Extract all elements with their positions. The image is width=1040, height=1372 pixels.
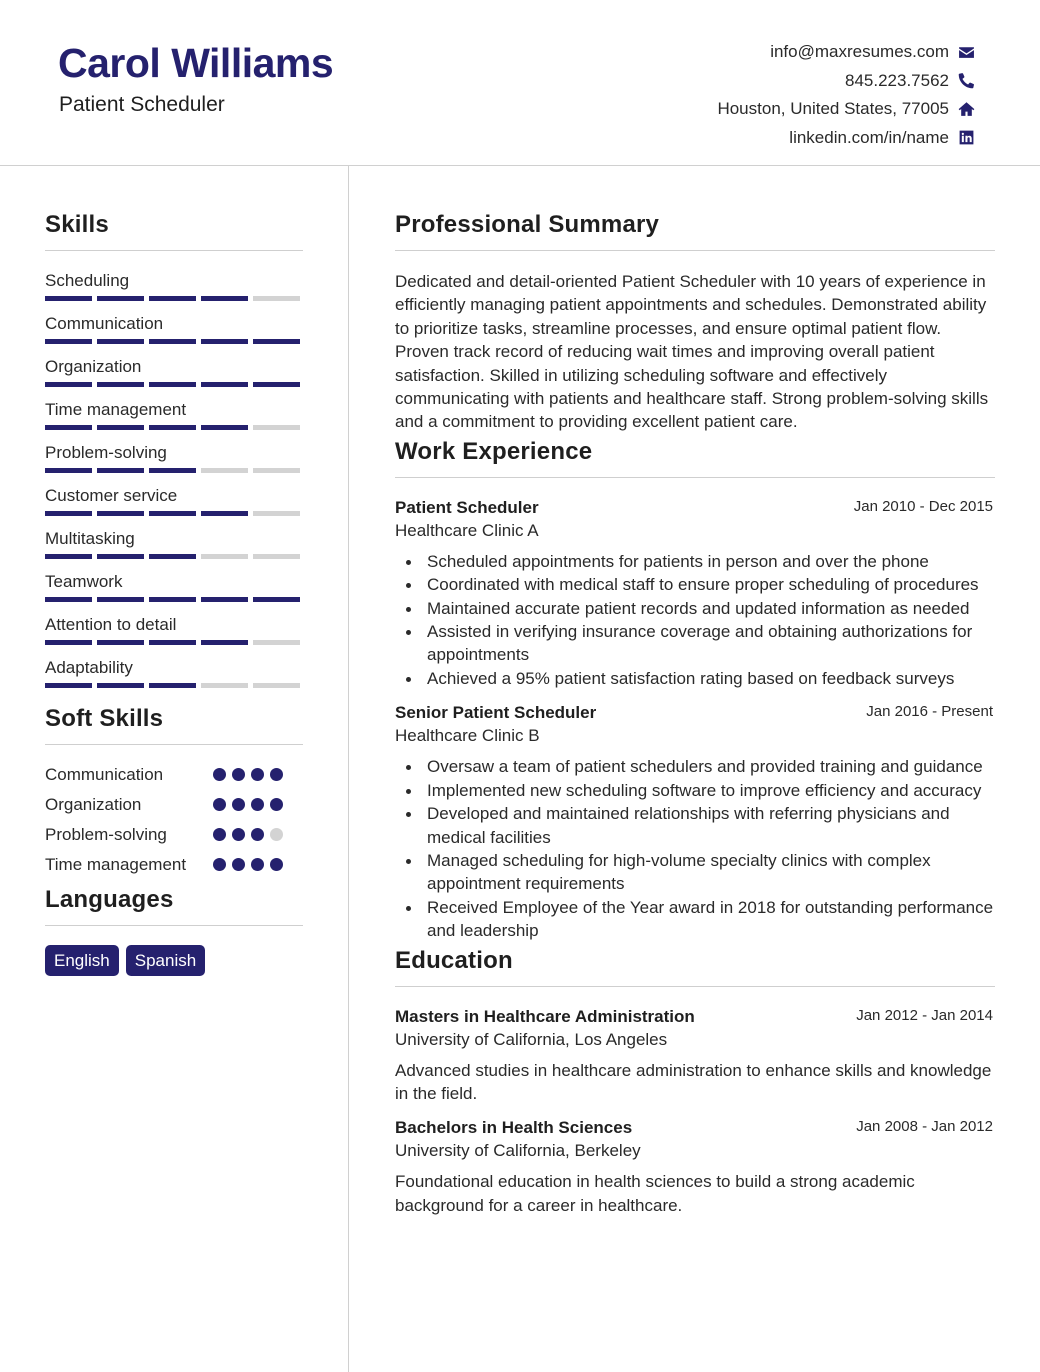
skill-level-segment: [45, 339, 92, 344]
soft-skill-name: Time management: [45, 855, 187, 874]
skill-level-segment: [253, 554, 300, 559]
experience-entry: [395, 702, 995, 942]
skill-level-segment: [253, 640, 300, 645]
education-header: [395, 1006, 995, 1028]
skills-heading: Skills: [45, 210, 303, 251]
skill-name: Customer service: [45, 486, 178, 505]
candidate-name: Carol Williams: [58, 40, 334, 86]
skill-level-segment: [45, 511, 92, 516]
skill-level-bar: [45, 554, 303, 559]
contact-phone[interactable]: [717, 67, 975, 96]
skill-level-segment: [149, 382, 196, 387]
skill-level-segment: [253, 683, 300, 688]
soft-skill-rating: [213, 858, 283, 871]
rating-dot: [251, 768, 264, 781]
skill-item: [45, 614, 303, 657]
job-employer: Healthcare Clinic A: [395, 520, 539, 540]
languages-heading: Languages: [45, 885, 303, 926]
experience-header: [395, 702, 995, 724]
skill-level-segment: [201, 468, 248, 473]
summary-heading: Professional Summary: [395, 210, 995, 251]
contact-location: [717, 95, 975, 124]
job-bullets: [395, 755, 995, 942]
skill-level-segment: [45, 640, 92, 645]
rating-dot: [232, 828, 245, 841]
skill-level-bar: [45, 683, 303, 688]
skill-level-bar: [45, 468, 303, 473]
rating-dot: [213, 828, 226, 841]
education-description: Advanced studies in healthcare administration to enhance skills and knowledge in the field.: [395, 1060, 992, 1103]
contact-location-text: Houston, United States, 77005: [717, 99, 949, 119]
skill-level-bar: [45, 339, 303, 344]
job-dates: Jan 2016 - Present: [866, 703, 993, 721]
rating-dot: [270, 858, 283, 871]
main-content: [395, 210, 995, 1217]
skill-level-segment: [201, 554, 248, 559]
soft-skill-item: [45, 853, 303, 883]
languages-list: [45, 945, 303, 976]
skill-level-segment: [45, 296, 92, 301]
rating-dot: [232, 798, 245, 811]
experience-header: [395, 497, 995, 519]
skill-level-segment: [149, 339, 196, 344]
contact-phone-text: 845.223.7562: [845, 70, 949, 90]
rating-dot: [213, 858, 226, 871]
school-name: University of California, Berkeley: [395, 1141, 641, 1161]
resume-header: [0, 0, 1040, 166]
skill-level-segment: [201, 640, 248, 645]
skills-list: [45, 270, 303, 700]
skill-level-segment: [253, 597, 300, 602]
soft-skill-rating: [213, 798, 283, 811]
contact-list: [717, 38, 975, 152]
skill-name: Problem-solving: [45, 443, 167, 462]
skill-item: [45, 270, 303, 313]
skill-name: Scheduling: [45, 271, 130, 290]
rating-dot: [251, 858, 264, 871]
job-employer: Healthcare Clinic B: [395, 726, 540, 746]
skill-level-segment: [149, 425, 196, 430]
envelope-icon: [957, 43, 975, 61]
contact-email-text: info@maxresumes.com: [770, 42, 949, 62]
language-badge: Spanish: [126, 945, 205, 976]
job-bullet: Implemented new scheduling software to improve efficiency and accuracy: [427, 779, 995, 802]
rating-dot: [213, 798, 226, 811]
skill-level-segment: [253, 296, 300, 301]
skill-level-segment: [201, 597, 248, 602]
education-heading: Education: [395, 946, 995, 987]
rating-dot: [232, 768, 245, 781]
soft-skill-name: Problem-solving: [45, 825, 167, 844]
soft-skill-item: [45, 793, 303, 823]
job-bullets: [395, 550, 995, 690]
skill-item: [45, 399, 303, 442]
soft-skills-list: [45, 763, 303, 883]
skill-level-bar: [45, 597, 303, 602]
skill-item: [45, 571, 303, 614]
job-bullet: Achieved a 95% patient satisfaction rating based on feedback surveys: [427, 667, 995, 690]
skill-level-segment: [45, 554, 92, 559]
skill-level-segment: [253, 382, 300, 387]
skill-level-segment: [45, 597, 92, 602]
job-bullet: Developed and maintained relationships with referring physicians and medical facilities: [427, 802, 995, 849]
rating-dot: [270, 768, 283, 781]
home-icon: [957, 100, 975, 118]
skill-name: Communication: [45, 314, 164, 333]
skill-level-segment: [149, 554, 196, 559]
job-bullet: Oversaw a team of patient schedulers and provided training and guidance: [427, 755, 995, 778]
skill-level-segment: [201, 425, 248, 430]
rating-dot: [251, 798, 264, 811]
job-dates: Jan 2010 - Dec 2015: [853, 497, 993, 515]
skill-level-segment: [149, 296, 196, 301]
rating-dot: [213, 768, 226, 781]
rating-dot: [251, 828, 264, 841]
education-description: Foundational education in health sciences to build a strong academic background for a career in healthcare.: [395, 1172, 915, 1215]
soft-skill-item: [45, 823, 303, 853]
soft-skill-rating: [213, 768, 283, 781]
job-role: Patient Scheduler: [395, 497, 539, 517]
skill-level-segment: [149, 597, 196, 602]
education-list: [395, 1006, 995, 1218]
skill-level-segment: [97, 382, 144, 387]
candidate-title: Patient Scheduler: [59, 93, 225, 116]
job-bullet: Received Employee of the Year award in 2018 for outstanding performance and leadership: [427, 896, 995, 943]
education-header: [395, 1117, 995, 1139]
skill-level-segment: [45, 382, 92, 387]
skill-name: Teamwork: [45, 572, 123, 591]
degree-name: Masters in Healthcare Administration: [395, 1006, 695, 1026]
skill-level-segment: [201, 382, 248, 387]
experience-entry: [395, 497, 995, 690]
soft-skill-name: Organization: [45, 795, 142, 814]
phone-icon: [957, 72, 975, 90]
skill-item: [45, 356, 303, 399]
skill-name: Adaptability: [45, 658, 133, 677]
skill-level-bar: [45, 640, 303, 645]
skill-level-segment: [149, 468, 196, 473]
rating-dot: [270, 828, 283, 841]
skill-level-segment: [253, 468, 300, 473]
skill-level-segment: [97, 597, 144, 602]
degree-name: Bachelors in Health Sciences: [395, 1118, 633, 1138]
skill-level-segment: [201, 296, 248, 301]
skill-level-segment: [253, 511, 300, 516]
skill-level-segment: [149, 640, 196, 645]
skill-level-segment: [45, 683, 92, 688]
job-bullet: Managed scheduling for high-volume specialty clinics with complex appointment requirements: [427, 849, 995, 896]
skill-level-segment: [149, 683, 196, 688]
skill-level-segment: [201, 683, 248, 688]
education-entry: [395, 1006, 995, 1106]
skill-item: [45, 657, 303, 700]
skill-level-segment: [97, 425, 144, 430]
job-bullet: Assisted in verifying insurance coverage and obtaining authorizations for appointments: [427, 620, 995, 667]
rating-dot: [270, 798, 283, 811]
skill-level-segment: [253, 339, 300, 344]
education-dates: Jan 2012 - Jan 2014: [856, 1006, 993, 1024]
skill-level-segment: [97, 554, 144, 559]
job-role: Senior Patient Scheduler: [395, 703, 597, 723]
skill-level-segment: [97, 296, 144, 301]
skill-level-bar: [45, 425, 303, 430]
education-entry: [395, 1117, 995, 1217]
skill-level-segment: [97, 468, 144, 473]
contact-linkedin-text: linkedin.com/in/name: [789, 127, 949, 147]
linkedin-icon: [957, 129, 975, 147]
job-bullet: Maintained accurate patient records and updated information as needed: [427, 597, 995, 620]
skill-level-segment: [149, 511, 196, 516]
skill-name: Time management: [45, 400, 187, 419]
rating-dot: [232, 858, 245, 871]
skill-name: Multitasking: [45, 529, 135, 548]
skill-item: [45, 442, 303, 485]
skill-level-bar: [45, 296, 303, 301]
skill-level-segment: [97, 339, 144, 344]
skill-item: [45, 313, 303, 356]
job-bullet: Scheduled appointments for patients in person and over the phone: [427, 550, 995, 573]
skill-level-segment: [201, 511, 248, 516]
contact-email[interactable]: [717, 38, 975, 67]
experience-list: [395, 497, 995, 943]
skill-level-segment: [45, 425, 92, 430]
sidebar: [45, 210, 303, 976]
skill-level-segment: [45, 468, 92, 473]
skill-level-segment: [201, 339, 248, 344]
job-bullet: Coordinated with medical staff to ensure proper scheduling of procedures: [427, 573, 995, 596]
language-badge: English: [45, 945, 119, 976]
column-divider: [348, 166, 349, 1372]
soft-skills-heading: Soft Skills: [45, 704, 303, 745]
skill-level-segment: [97, 683, 144, 688]
school-name: University of California, Los Angeles: [395, 1029, 668, 1049]
soft-skill-rating: [213, 828, 283, 841]
skill-name: Organization: [45, 357, 142, 376]
skill-item: [45, 485, 303, 528]
skill-item: [45, 528, 303, 571]
soft-skill-item: [45, 763, 303, 793]
skill-level-segment: [97, 511, 144, 516]
summary-text: Dedicated and detail-oriented Patient Scheduler with 10 years of experience in efficiently managing patient appointments and schedules. Demonstrated ability to prioritize tasks, streamline processes, and ensure optimal patient flow. Proven track record of reducing wait times and improving overall patient satisfaction. Skilled in utilizing scheduling software and effectively communicating with patients and healthcare staff. Strong problem-solving skills and a commitment to providing excellent patient care.: [395, 272, 989, 432]
experience-heading: Work Experience: [395, 437, 995, 478]
skill-level-bar: [45, 511, 303, 516]
skill-level-segment: [97, 640, 144, 645]
contact-linkedin[interactable]: [717, 124, 975, 153]
soft-skill-name: Communication: [45, 765, 164, 784]
education-dates: Jan 2008 - Jan 2012: [856, 1118, 993, 1136]
skill-level-bar: [45, 382, 303, 387]
skill-level-segment: [253, 425, 300, 430]
skill-name: Attention to detail: [45, 615, 177, 634]
